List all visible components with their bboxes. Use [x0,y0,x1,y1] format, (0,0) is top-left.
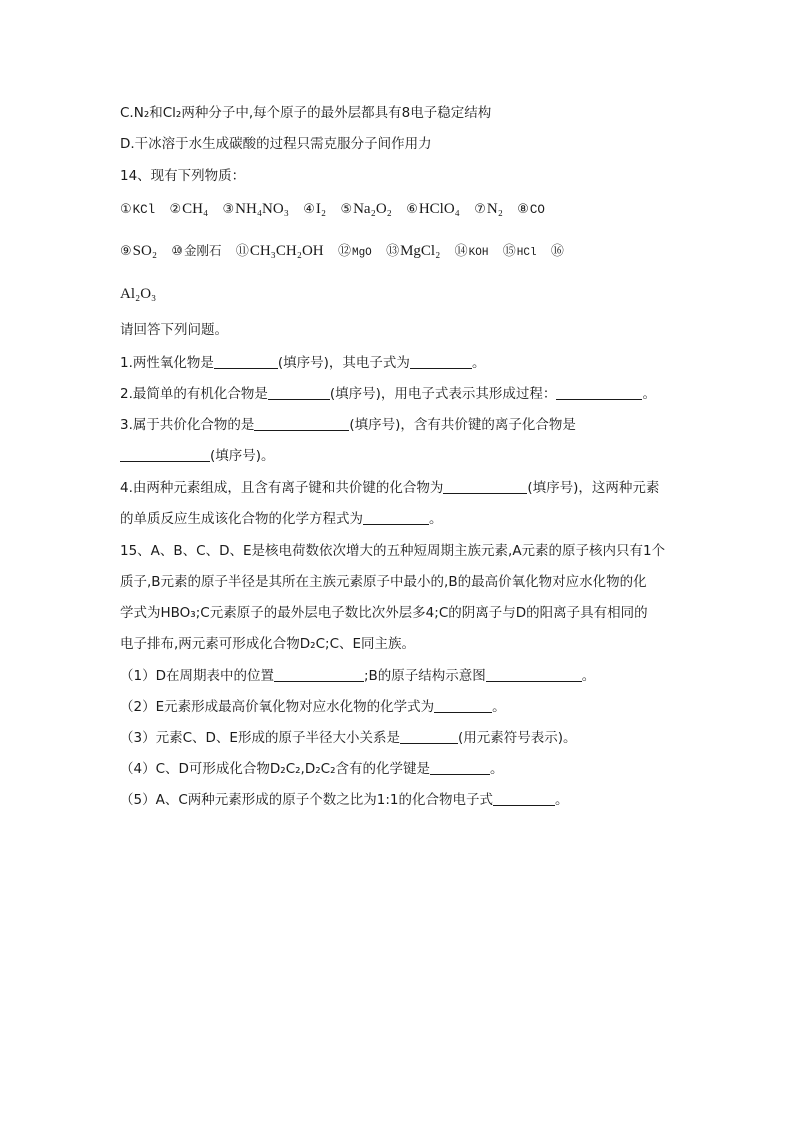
answer-blank[interactable] [430,760,490,775]
substance-item: ①KCl [120,202,156,217]
question-15-3: （3）元素C、D、E形成的原子半径大小关系是 (用元素符号表示)。 [120,730,577,746]
substance-item: ⑤Na₂O₂ [340,201,392,217]
answer-blank[interactable] [274,667,364,682]
question-14-4: 4.由两种元素组成，且含有离子键和共价键的化合物为 (填序号)，这两种元素 [120,480,660,496]
substance-item: ④I₂ [303,201,327,217]
substance-item: ⑫MgO [337,244,372,259]
substance-item: ⑥HClO₄ [406,201,460,217]
answer-blank[interactable] [443,479,527,494]
answer-blank[interactable] [363,510,429,525]
answer-blank[interactable] [434,698,492,713]
answer-blank[interactable] [120,447,210,462]
substance-row-1 [120,200,555,219]
question-14-2: 2.最简单的有机化合物是 (填序号)，用电子式表示其形成过程： 。 [120,386,656,402]
substance-item: ⑨SO₂ [120,243,158,259]
question-15-1: （1）D在周期表中的位置 ;B的原子结构示意图 。 [120,668,596,684]
substance-item: ⑪CH₃CH₂OH [235,243,324,259]
answer-blank[interactable] [254,416,349,431]
question-15-line-3: 学式为HBO₃;C元素原子的最外层电子数比次外层多4;C的阴离子与D的阳离子具有相同的 [120,605,648,621]
substance-item: ⑩金刚石 [171,243,222,259]
question-14-prompt: 请回答下列问题。 [120,322,228,338]
answer-blank[interactable] [493,791,555,806]
question-15-line-2: 质子,B元素的原子半径是其所在主族元素原子中最小的,B的最高价氧化物对应水化物的化 [120,574,647,590]
substance-item: ⑧CO [517,202,545,217]
question-14-4-cont: 的单质反应生成该化合物的化学方程式为 。 [120,511,443,527]
option-c: C.N₂和Cl₂两种分子中,每个原子的最外层都具有8电子稳定结构 [120,105,492,121]
answer-blank[interactable] [214,354,278,369]
question-14-stem: 14、现有下列物质： [120,168,246,184]
answer-blank[interactable] [400,729,458,744]
question-14-1: 1.两性氧化物是 (填序号)，其电子式为 。 [120,355,486,371]
question-15-2: （2）E元素形成最高价氧化物对应水化物的化学式为 。 [120,699,506,715]
option-d: D.干冰溶于水生成碳酸的过程只需克服分子间作用力 [120,136,432,152]
substance-item: ③NH₄NO₃ [222,201,289,217]
question-15-line-4: 电子排布,两元素可形成化合物D₂C;C、E同主族。 [120,636,416,652]
question-14-3: 3.属于共价化合物的是 (填序号)，含有共价键的离子化合物是 [120,417,576,433]
answer-blank[interactable] [410,354,472,369]
answer-blank[interactable] [556,385,642,400]
substance-al2o3: Al₂O₃ [120,286,157,302]
substance-item: ⑦N₂ [474,201,503,217]
question-15-line-1: 15、A、B、C、D、E是核电荷数依次增大的五种短周期主族元素,A元素的原子核内只有1个 [120,543,666,559]
substance-row-2 [120,242,575,262]
question-15-4: （4）C、D可形成化合物D₂C₂,D₂C₂含有的化学键是 。 [120,761,504,777]
substance-item: ⑮HCl [502,244,537,259]
substance-item: ⑯ [550,244,564,259]
question-14-3-cont: (填序号)。 [120,447,275,465]
answer-blank[interactable] [268,385,330,400]
question-15-5: （5）A、C两种元素形成的原子个数之比为1:1的化合物电子式 。 [120,792,569,808]
answer-blank[interactable] [486,667,582,682]
substance-item: ⑬MgCl₂ [386,243,441,259]
substance-item: ②CH₄ [169,201,209,217]
substance-item: ⑭KOH [454,244,489,259]
